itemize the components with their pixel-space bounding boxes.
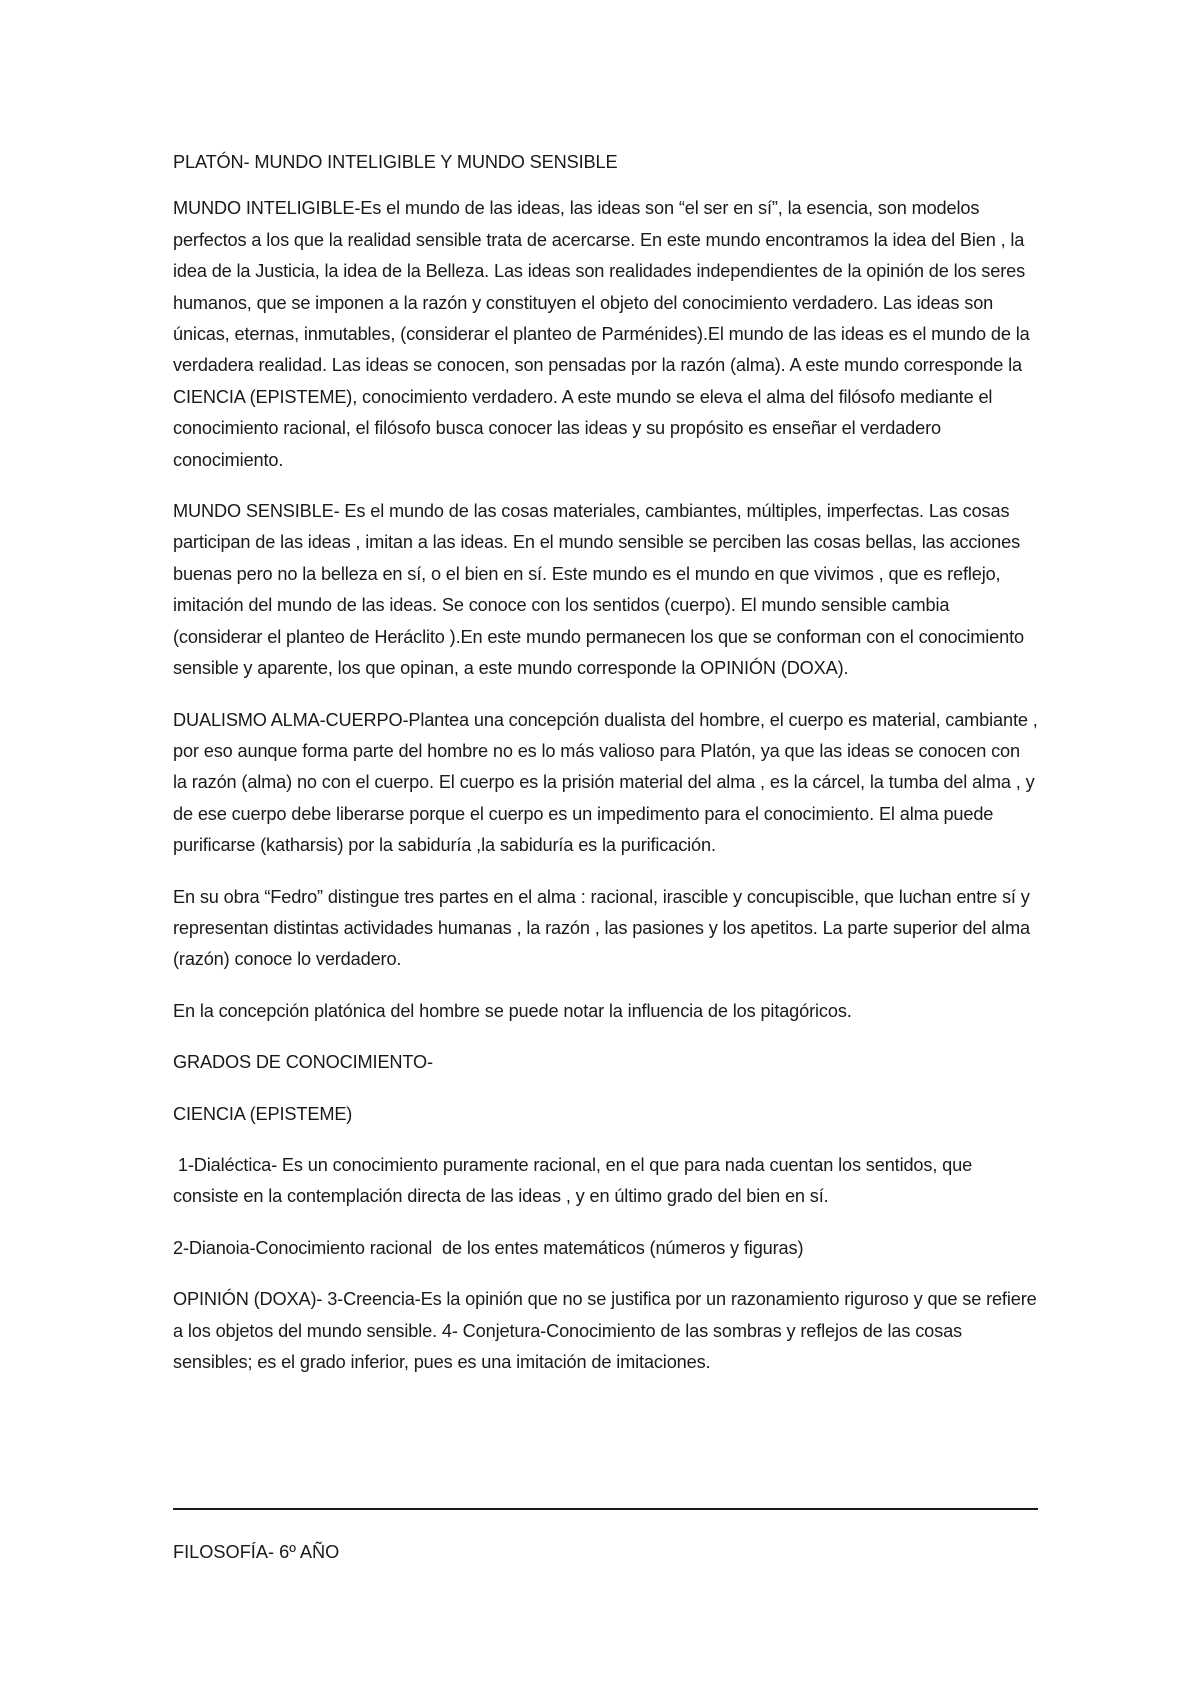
heading-grados: GRADOS DE CONOCIMIENTO- xyxy=(173,1052,433,1073)
paragraph-dualismo: DUALISMO ALMA-CUERPO-Plantea una concepción dualista del hombre, el cuerpo es material, cambiante , por eso aunque forma parte del hombre no es lo más valioso para Platón, ya que las ideas se conocen con la razón (alma) no con el cuerpo. El cuerpo es la prisión material del alma , es la cárcel, la tumba del alma , y de ese cuerpo debe liberarse porque el cuerpo es un impedimento para el conocimiento. El alma puede purificarse (katharsis) por la sabiduría ,la sabiduría es la purificación. xyxy=(173,709,1038,856)
document-body xyxy=(173,147,1038,1398)
paragraph-opinion: OPINIÓN (DOXA)- 3-Creencia-Es la opinión que no se justifica por un razonamiento riguroso y que se refiere a los objetos del mundo sensible. 4- Conjetura-Conocimiento de las sombras y reflejos de las cosas sensibles; es el grado inferior, pues es una imitación de imitaciones. xyxy=(173,1289,1037,1372)
document-title: PLATÓN- MUNDO INTELIGIBLE Y MUNDO SENSIBLE xyxy=(173,152,618,172)
paragraph-pitagoricos: En la concepción platónica del hombre se puede notar la influencia de los pitagóricos. xyxy=(173,1000,852,1021)
footer-divider xyxy=(173,1508,1038,1510)
paragraph-mundo-inteligible: MUNDO INTELIGIBLE-Es el mundo de las ideas, las ideas son “el ser en sí”, la esencia, son modelos perfectos a los que la realidad sensible trata de acercarse. En este mundo encontramos la idea del Bien , la idea de la Justicia, la idea de la Belleza. Las ideas son realidades independientes de la opinión de los seres humanos, que se imponen a la razón y constituyen el objeto del conocimiento verdadero. Las ideas son únicas, eternas, inmutables, (considerar el planteo de Parménides).El mundo de las ideas es el mundo de la verdadera realidad. Las ideas se conocen, son pensadas por la razón (alma). A este mundo corresponde la CIENCIA (EPISTEME), conocimiento verdadero. A este mundo se eleva el alma del filósofo mediante el conocimiento racional, el filósofo busca conocer las ideas y su propósito es enseñar el verdadero conocimiento. xyxy=(173,198,1030,470)
paragraph-fedro: En su obra “Fedro” distingue tres partes en el alma : racional, irascible y concupiscible, que luchan entre sí y representan distintas actividades humanas , la razón , las pasiones y los apetitos. La parte superior del alma (razón) conoce lo verdadero. xyxy=(173,886,1030,970)
paragraph-mundo-sensible: MUNDO SENSIBLE- Es el mundo de las cosas materiales, cambiantes, múltiples, imperfectas. Las cosas participan de las ideas , imitan a las ideas. En el mundo sensible se perciben las cosas bellas, las acciones buenas pero no la belleza en sí, o el bien en sí. Este mundo es el mundo en que vivimos , que es reflejo, imitación del mundo de las ideas. Se conoce con los sentidos (cuerpo). El mundo sensible cambia (considerar el planteo de Heráclito ).En este mundo permanecen los que se conforman con el conocimiento sensible y aparente, los que opinan, a este mundo corresponde la OPINIÓN (DOXA). xyxy=(173,501,1024,679)
paragraph-dianoia: 2-Dianoia-Conocimiento racional de los entes matemáticos (números y figuras) xyxy=(173,1237,804,1258)
document-footer: FILOSOFÍA- 6º AÑO xyxy=(173,1542,340,1562)
heading-ciencia: CIENCIA (EPISTEME) xyxy=(173,1103,353,1124)
paragraph-dialectica: 1-Dialéctica- Es un conocimiento puramente racional, en el que para nada cuentan los sentidos, que consiste en la contemplación directa de las ideas , y en último grado del bien en sí. xyxy=(173,1154,977,1207)
